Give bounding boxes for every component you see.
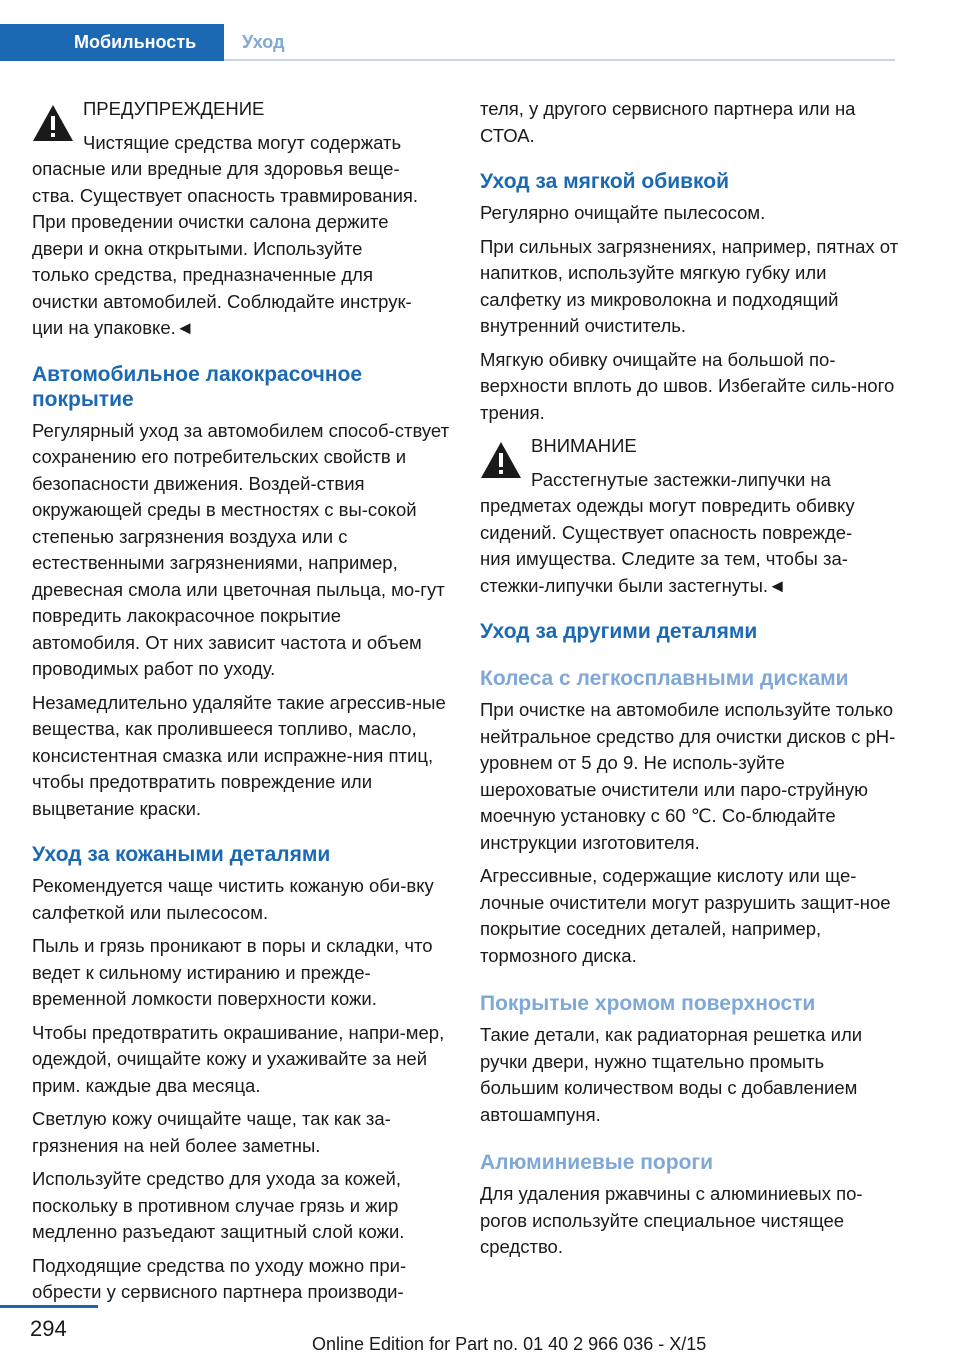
paragraph: Такие детали, как радиаторная решетка или ручки двери, нужно тщательно промыть большим количеством воды с добавлением автошампуня. <box>480 1024 863 1125</box>
warning-triangle-icon <box>32 104 74 142</box>
paragraph: Регулярный уход за автомобилем способ-ствует сохранению его потребительских свойств и безопасности движения. Воздей-ствия окружающей среды в местностях с вы-сокой степенью загрязнения воздуха или с естественными загрязнениями, например, древесная смола или цветочная пыльца, мо-гут повредить лакокрасочное покрытие автомобиля. От них зависит частота и объем проводимых работ по уходу. <box>32 419 450 679</box>
page-number: 294 <box>30 1316 67 1341</box>
header-tab-mobility <box>0 24 224 61</box>
paragraph: Используйте средство для ухода за кожей, поскольку в противном случае грязь и жир медленно разъедают защитный слой кожи. <box>32 1168 405 1242</box>
paragraph: Мягкую обивку очищайте на большой по-верхности вплоть до швов. Избегайте силь-ного трения. <box>480 348 895 423</box>
paragraph: Для удаления ржавчины с алюминиевых по-рогов используйте специальное чистящее средство. <box>480 1183 863 1257</box>
warning-triangle-icon <box>480 441 522 479</box>
paragraph: Подходящие средства по уходу можно при-обрести у сервисного партнера производи- <box>32 1254 407 1302</box>
header-tab-care-label: Уход <box>242 32 285 52</box>
caution-line: сидений. Существует опасность поврежде- <box>480 521 853 543</box>
caution-line: ния имущества. Следите за тем, чтобы за- <box>480 548 848 569</box>
warning-text <box>32 130 452 342</box>
caution-title: ВНИМАНИЕ <box>531 435 637 456</box>
paragraph: Агрессивные, содержащие кислоту или ще-лочные очистители могут разрушить защит-ное покрытие соседних деталей, например, тормозного диска. <box>480 865 891 966</box>
warning-line: При проведении очистки салона держите <box>32 211 389 232</box>
heading-alloy-wheels: Колеса с легкосплавными дисками <box>480 667 849 690</box>
warning-line: очистки автомобилей. Соблюдайте инструк- <box>32 290 412 312</box>
heading-paint: Автомобильное лакокрасочное покрытие <box>32 362 363 411</box>
paragraph: теля, у другого сервисного партнера или на СТОА. <box>480 98 856 146</box>
caution-block <box>480 433 900 599</box>
warning-line: ства. Существует опасность травмирования. <box>32 184 419 206</box>
warning-line: опасные или вредные для здоровья веще- <box>32 158 400 179</box>
warning-line: только средства, предназначенные для <box>32 264 373 285</box>
left-column <box>32 96 452 1313</box>
warning-line: двери и окна открытыми. Используйте <box>32 237 363 259</box>
heading-chrome-surfaces: Покрытые хромом поверхности <box>480 992 816 1015</box>
caution-line: Расстегнутые застежки-липучки на <box>531 468 831 490</box>
warning-block <box>32 96 452 342</box>
warning-title: ПРЕДУПРЕЖДЕНИЕ <box>83 98 265 119</box>
paragraph: При сильных загрязнениях, например, пятнах от напитков, используйте мягкую губку или салфетку из микроволокна и подходящий внутренний очиститель. <box>480 235 899 336</box>
paragraph: При очистке на автомобиле используйте только нейтральное средство для очистки дисков с pH-уровнем от 5 до 9. Не исполь-зуйте шероховатые очистители или паро-струйную моечную установку с 60 ℃. Со-блюдайте инструкции изготовителя. <box>480 699 896 853</box>
paragraph: Светлую кожу очищайте чаще, так как за-грязнения на ней более заметны. <box>32 1108 391 1156</box>
caution-line: предметах одежды могут повредить обивку <box>480 495 855 516</box>
footer-edition-text: Online Edition for Part no. 01 40 2 966 036 - X/15 <box>312 1334 707 1354</box>
warning-line: ции на упаковке.◄ <box>32 317 195 338</box>
paragraph: Пыль и грязь проникают в поры и складки, что ведет к сильному истиранию и прежде-временной ломкости поверхности кожи. <box>32 935 433 1009</box>
footer-divider <box>0 1305 98 1308</box>
heading-soft-upholstery: Уход за мягкой обивкой <box>480 170 730 193</box>
caution-text <box>480 467 900 600</box>
caution-line: стежки-липучки были застегнуты.◄ <box>480 574 787 596</box>
paragraph: Чтобы предотвратить окрашивание, напри-мер, одеждой, очищайте кожу и ухаживайте за ней прим. каждые два месяца. <box>32 1021 445 1096</box>
heading-leather: Уход за кожаными деталями <box>32 843 331 866</box>
header-tab-care <box>224 24 344 61</box>
heading-aluminium-sills: Алюминиевые пороги <box>480 1151 714 1174</box>
paragraph: Незамедлительно удаляйте такие агрессив-ные вещества, как пролившееся топливо, масло, консистентная смазка или испражне-ния птиц, чтобы предотвратить повреждение или выцветание краски. <box>32 691 446 819</box>
paragraph: Рекомендуется чаще чистить кожаную оби-вку салфеткой или пылесосом. <box>32 875 434 923</box>
paragraph: Регулярно очищайте пылесосом. <box>480 202 766 223</box>
heading-other-parts: Уход за другими деталями <box>480 620 758 643</box>
warning-line: Чистящие средства могут содержать <box>83 131 402 153</box>
header-divider <box>224 59 895 61</box>
right-column <box>480 96 900 1268</box>
page-header <box>0 24 895 61</box>
header-tab-mobility-label: Мобильность <box>74 32 197 52</box>
